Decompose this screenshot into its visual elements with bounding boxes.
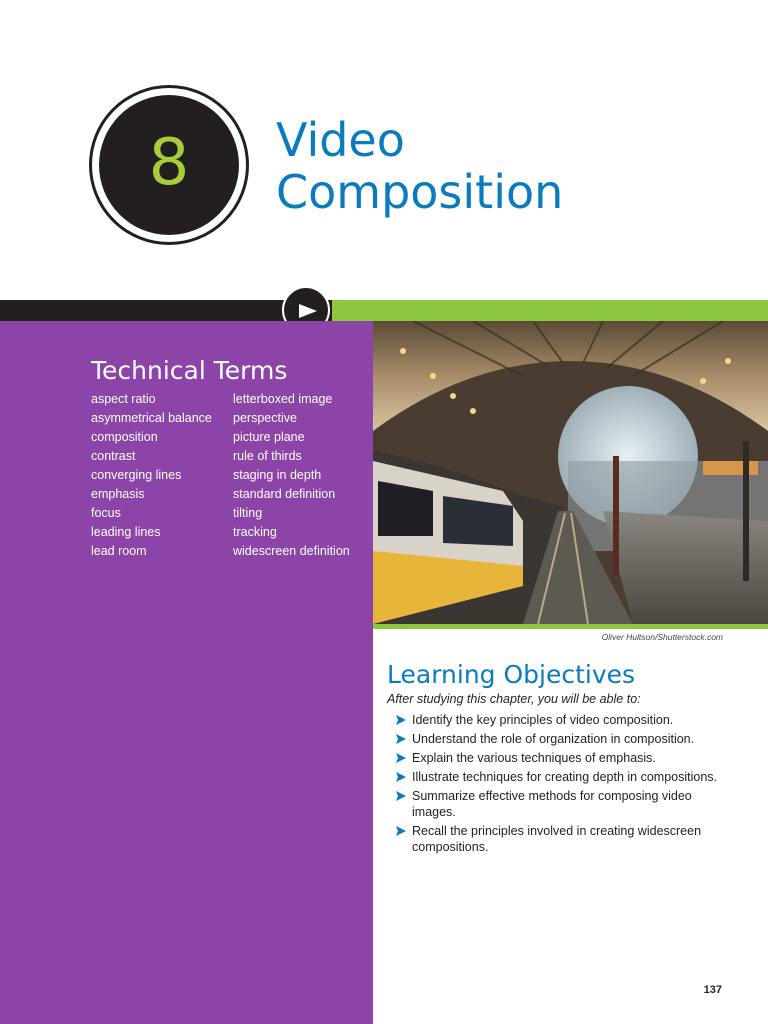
term-item: standard definition — [233, 487, 336, 501]
arrow-bullet-icon — [396, 771, 406, 783]
list-item — [396, 788, 736, 820]
list-item — [396, 712, 736, 728]
term-item: staging in depth — [233, 468, 322, 482]
learning-objectives-list — [396, 712, 736, 858]
chapter-number: 8 — [148, 126, 190, 200]
learning-objectives-heading: Learning Objectives — [387, 660, 636, 689]
term-item: widescreen definition — [233, 544, 350, 558]
chapter-badge-inner — [99, 95, 239, 235]
term-item: emphasis — [91, 487, 145, 501]
term-item: lead room — [91, 544, 147, 558]
term-item: asymmetrical balance — [91, 411, 212, 425]
objective-text: Illustrate techniques for creating depth in compositions. — [412, 770, 718, 784]
objective-text: Identify the key principles of video composition. — [412, 713, 674, 727]
technical-terms-column-1 — [91, 391, 212, 562]
term-item: picture plane — [233, 430, 305, 444]
list-item — [396, 769, 736, 785]
list-item — [396, 823, 736, 855]
learning-objectives-intro: After studying this chapter, you will be able to: — [387, 692, 641, 706]
arrow-bullet-icon — [396, 790, 406, 802]
page-number: 137 — [703, 984, 722, 996]
train-station-photo — [373, 321, 768, 624]
list-item — [396, 731, 736, 747]
photo-credit: Oliver Hultson/Shutterstock.com — [601, 632, 723, 642]
term-item: composition — [91, 430, 158, 444]
arrow-bullet-icon — [396, 825, 406, 837]
arrow-bullet-icon — [396, 752, 406, 764]
chapter-title-line1: Video — [276, 113, 405, 167]
list-item — [396, 750, 736, 766]
technical-terms-heading: Technical Terms — [91, 356, 288, 385]
term-item: perspective — [233, 411, 297, 425]
objective-text: Recall the principles involved in creating widescreen compositions. — [412, 824, 702, 854]
term-item: focus — [91, 506, 121, 520]
technical-terms-column-2 — [233, 391, 350, 562]
term-item: converging lines — [91, 468, 182, 482]
photo-bottom-bar — [373, 624, 768, 629]
chapter-title — [276, 114, 563, 218]
chapter-badge — [89, 85, 249, 245]
chapter-title-line2: Composition — [276, 165, 564, 219]
term-item: leading lines — [91, 525, 161, 539]
arrow-bullet-icon — [396, 733, 406, 745]
arrow-bullet-icon — [396, 714, 406, 726]
term-item: contrast — [91, 449, 136, 463]
objective-text: Explain the various techniques of emphasis. — [412, 751, 656, 765]
term-item: letterboxed image — [233, 392, 333, 406]
term-item: rule of thirds — [233, 449, 302, 463]
term-item: aspect ratio — [91, 392, 156, 406]
objective-text: Understand the role of organization in composition. — [412, 732, 695, 746]
term-item: tilting — [233, 506, 263, 520]
term-item: tracking — [233, 525, 277, 539]
objective-text: Summarize effective methods for composing video images. — [412, 789, 692, 819]
divider-bar-green — [306, 300, 768, 321]
